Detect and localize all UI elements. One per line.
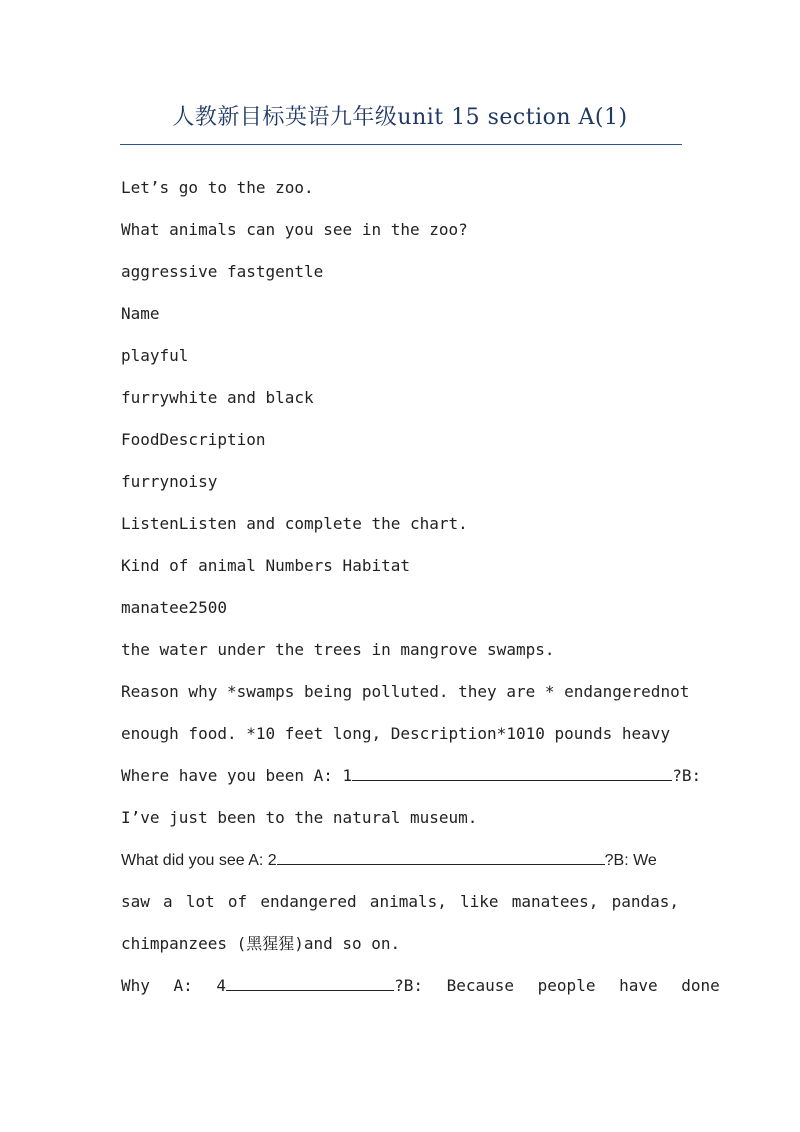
question-1-line — [121, 764, 702, 806]
question-1-suffix: ?B: — [672, 766, 702, 785]
document-title: 人教新目标英语九年级unit 15 section A(1) — [172, 105, 628, 130]
text-line: I’ve just been to the natural museum. — [121, 808, 478, 827]
answer-blank-1[interactable] — [352, 764, 672, 781]
question-4-prefix-group — [121, 974, 394, 1016]
text-line: Name — [121, 304, 160, 323]
text-line: Let’s go to the zoo. — [121, 178, 314, 197]
question-2-prefix: What did you see A: 2 — [121, 852, 277, 869]
text-line: manatee2500 — [121, 598, 227, 617]
text-line: the water under the trees in mangrove swamps. — [121, 640, 555, 659]
title-underline — [120, 144, 682, 145]
text-line: ListenListen and complete the chart. — [121, 514, 468, 533]
answer-blank-4[interactable] — [226, 974, 394, 991]
question-2-line — [121, 848, 679, 890]
text-line: saw a lot of endangered animals, like manatees, pandas, — [121, 892, 679, 911]
question-2-suffix: ?B: We — [604, 852, 657, 869]
text-line: What animals can you see in the zoo? — [121, 220, 468, 239]
text-line: Reason why *swamps being polluted. they are * endangerednot — [121, 682, 690, 701]
answer-blank-2[interactable] — [277, 848, 605, 865]
question-4-line — [121, 974, 720, 1016]
question-4-suffix: ?B: Because people have done — [394, 976, 720, 995]
question-4-prefix: Why A: 4 — [121, 976, 227, 995]
text-line: FoodDescription — [121, 430, 266, 449]
document-body — [121, 176, 720, 1016]
text-line: enough food. *10 feet long, Description*1010 pounds heavy — [121, 724, 671, 743]
text-line: Kind of animal Numbers Habitat — [121, 556, 410, 575]
text-line: furrywhite and black — [121, 388, 314, 407]
text-line: playful — [121, 346, 189, 365]
text-line: aggressive fastgentle — [121, 262, 324, 281]
text-line: furrynoisy — [121, 472, 218, 491]
text-line: chimpanzees (黑猩猩)and so on. — [121, 934, 401, 953]
question-1-prefix: Where have you been A: 1 — [121, 766, 353, 785]
